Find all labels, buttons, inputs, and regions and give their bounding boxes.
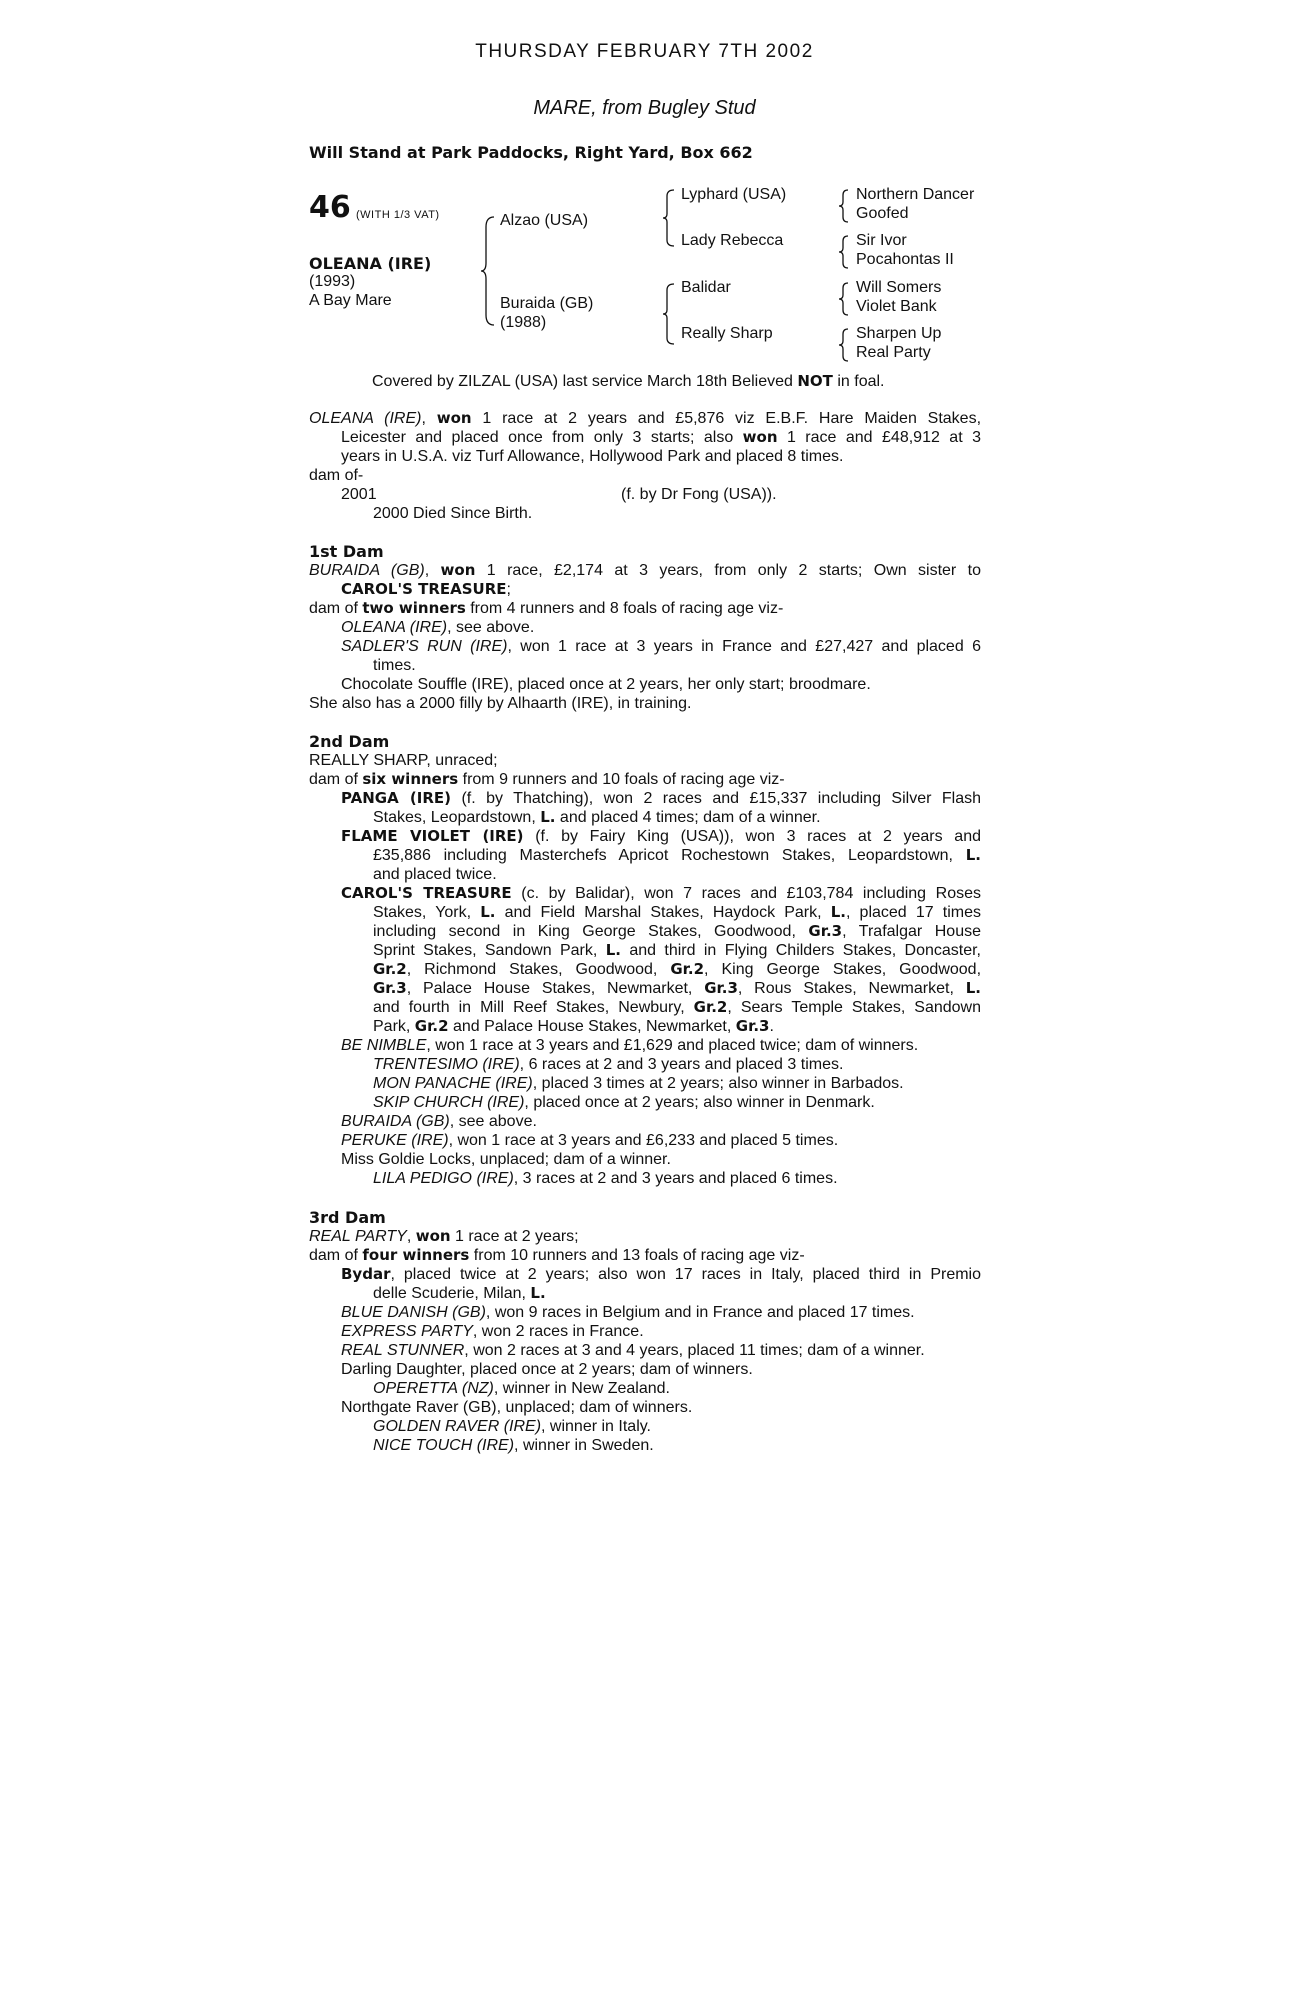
pedigree-dsd: Violet Bank: [856, 298, 937, 315]
record-line: 2000 Died Since Birth.: [373, 505, 533, 522]
pedigree-brace-main: [480, 215, 498, 327]
pedigree-ddd: Real Party: [856, 344, 931, 361]
section-heading: 1st Dam: [309, 542, 384, 561]
record-line: OLEANA (IRE), won 1 race at 2 years and £5,876 viz E.B.F. Hare Maiden Stakes,: [309, 409, 982, 427]
second-dam-section: 2nd Dam REALLY SHARP, unraced; dam of six winners from 9 runners and 10 foals of racing age viz- PANGA (IRE) (f. by Thatching), won 2 races and £15,337 including Silver Flash Stakes, Leopardstown, L. and placed 4 times; dam of a winner. FLAME VIOLET (IRE) (f. by Fairy King (USA)), won 3 races at 2 years and £35,886 including Masterchefs Apricot Rochestown Stakes, Leopardstown, L. and placed twice. CAROL'S TREASURE (c. by Balidar), won 7 races and £103,784 including Roses Stakes, York, L. and Field Marshal Stakes, Haydock Park, L., placed 17 times including second in King George Stakes, Goodwood, Gr.3, Trafalgar House Sprint Stakes, Sandown Park, L. and third in Flying Childers Stakes, Doncaster, Gr.2, Richmond Stakes, Goodwood, Gr.2, King George Stakes, Goodwood, Gr.3, Palace House Stakes, Newmarket, Gr.3, Rous Stakes, Newmarket, L. and fourth in Mill Reef Stakes, Newbury, Gr.2, Sears Temple Stakes, Sandown Park, Gr.2 and Palace House Stakes, Newmarket, Gr.3. BE NIMBLE, won 1 race at 3 years and £1,629 and placed twice; dam of winners. TRENTESIMO (IRE), 6 races at 2 and 3 years and placed 3 times. MON PANACHE (IRE), placed 3 times at 2 years; also winner in Barbados. SKIP CHURCH (IRE), placed once at 2 years; also winner in Denmark. BURAIDA (GB), see above. PERUKE (IRE), won 1 race at 3 years and £6,233 and placed 5 times. Miss Goldie Locks, unplaced; dam of a winner. LILA PEDIGO (IRE), 3 races at 2 and 3 years and placed 6 times.: [309, 732, 982, 1187]
horse-year: (1993): [309, 273, 356, 290]
first-dam-section: 1st Dam BURAIDA (GB), won 1 race, £2,174 at 3 years, from only 2 starts; Own sister to CAROL'S TREASURE; dam of two winners from 4 runners and 8 foals of racing age viz- OLEANA (IRE), see above. SADLER'S RUN (IRE), won 1 race at 3 years in France and £27,427 and placed 6 times. Chocolate Souffle (IRE), placed once at 2 years, her only start; broodmare. She also has a 2000 filly by Alhaarth (IRE), in training.: [309, 542, 982, 712]
section-heading: 3rd Dam: [309, 1208, 386, 1227]
pedigree-sire-dam: Lady Rebecca: [681, 232, 784, 249]
pedigree-brace-dam: [662, 282, 676, 346]
sale-date: THURSDAY FEBRUARY 7TH 2002: [475, 41, 814, 62]
pedigree-brace-dd: [838, 327, 850, 363]
record-line: Leicester and placed once from only 3 starts; also won 1 race and £48,912 at 3: [341, 428, 982, 446]
pedigree-dss: Will Somers: [856, 279, 942, 296]
record-line: years in U.S.A. viz Turf Allowance, Hollywood Park and placed 8 times.: [341, 448, 844, 465]
pedigree-brace-ss: [838, 188, 850, 224]
pedigree-sire-sire: Lyphard (USA): [681, 186, 787, 203]
stand-location: Will Stand at Park Paddocks, Right Yard, Box 662: [309, 143, 753, 162]
pedigree-dam: Buraida (GB): [500, 295, 594, 312]
pedigree-ssd: Goofed: [856, 205, 909, 222]
pedigree-brace-sd: [838, 234, 850, 270]
pedigree-brace-ds: [838, 281, 850, 317]
covered-note: Covered by ZILZAL (USA) last service March 18th Believed NOT in foal.: [372, 372, 885, 390]
record-line: dam of-: [309, 467, 364, 484]
pedigree-sire: Alzao (USA): [500, 212, 589, 229]
vat-note: (WITH 1/3 VAT): [356, 209, 440, 221]
section-heading: 2nd Dam: [309, 732, 390, 751]
lot-number: 46: [309, 190, 351, 225]
racing-record: [309, 409, 981, 523]
pedigree-brace-sire: [662, 188, 676, 248]
pedigree-dds: Sharpen Up: [856, 325, 942, 342]
third-dam-section: 3rd Dam REAL PARTY, won 1 race at 2 years; dam of four winners from 10 runners and 13 foals of racing age viz- Bydar, placed twice at 2 years; also won 17 races in Italy, placed third in Premio delle Scuderie, Milan, L. BLUE DANISH (GB), won 9 races in Belgium and in France and placed 17 times. EXPRESS PARTY, won 2 races in France. REAL STUNNER, won 2 races at 3 and 4 years, placed 11 times; dam of a winner. Darling Daughter, placed once at 2 years; dam of winners. OPERETTA (NZ), winner in New Zealand. Northgate Raver (GB), unplaced; dam of winners. GOLDEN RAVER (IRE), winner in Italy. NICE TOUCH (IRE), winner in Sweden.: [309, 1208, 981, 1454]
pedigree-sds: Sir Ivor: [856, 232, 907, 249]
horse-description: A Bay Mare: [309, 292, 392, 309]
pedigree-sss: Northern Dancer: [856, 186, 975, 203]
pedigree-dam-year: (1988): [500, 314, 547, 331]
horse-name: OLEANA (IRE): [309, 254, 432, 273]
pedigree-dam-dam: Really Sharp: [681, 325, 773, 342]
pedigree-dam-sire: Balidar: [681, 279, 731, 296]
record-line: 2001 (f. by Dr Fong (USA)).: [341, 486, 777, 503]
pedigree-sdd: Pocahontas II: [856, 251, 954, 268]
lot-subtitle: MARE, from Bugley Stud: [533, 97, 756, 119]
